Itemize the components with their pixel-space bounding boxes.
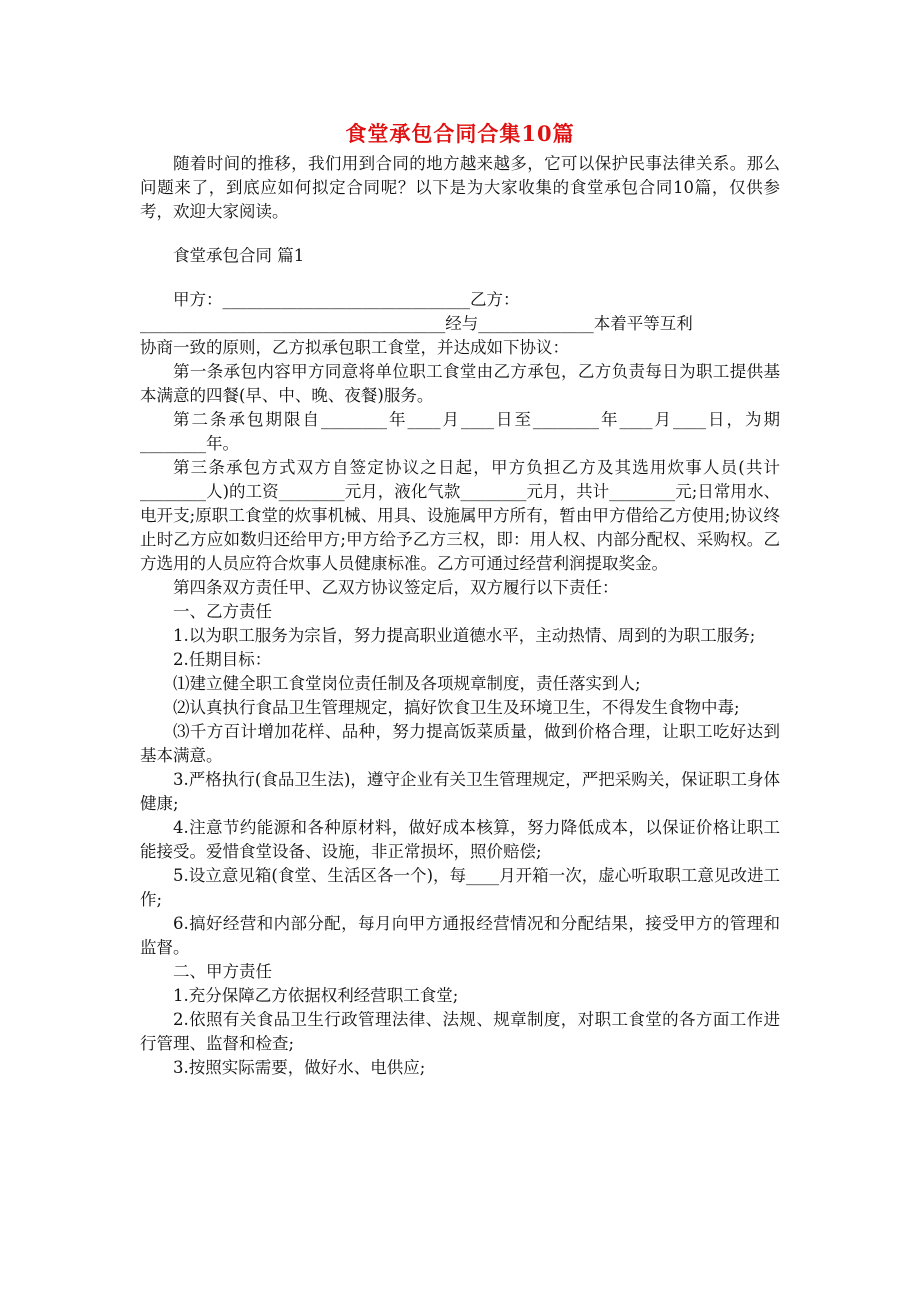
list-item: 6.搞好经营和内部分配，每月向甲方通报经营情况和分配结果，接受甲方的管理和监督。 [140,914,780,957]
parties-line: 协商一致的原则，乙方拟承包职工食堂，并达成如下协议： [140,338,569,357]
subsection-heading: 二、甲方责任 [173,962,272,981]
list-item: ⑴建立健全职工食堂岗位责任制及各项规章制度，责任落实到人; [173,674,641,693]
list-item: 5.设立意见箱(食堂、生活区各一个)，每____月开箱一次，虚心听取职工意见改进工作; [140,866,780,909]
list-item: 2.任期目标： [173,650,272,669]
list-item: 4.注意节约能源和各种原材料，做好成本核算，努力降低成本，以保证价格让职工能接受。爱惜食堂设备、设施，非正常损坏，照价赔偿; [140,818,780,861]
list-item: 1.充分保障乙方依据权利经营职工食堂; [173,986,459,1005]
list-item: ⑶千方百计增加花样、品种，努力提高饭菜质量，做到价格合理，让职工吃好达到基本满意。 [140,722,780,765]
article-paragraph: 第二条承包期限自________年____月____日至________年____月____日，为期________年。 [140,410,780,453]
list-item: ⑵认真执行食品卫生管理规定，搞好饮食卫生及环境卫生，不得发生食物中毒; [173,698,740,717]
document-page [140,0,780,1080]
subsection-heading: 一、乙方责任 [173,602,272,621]
parties-line: 甲方：______________________________乙方： [173,290,520,309]
article-paragraph: 第一条承包内容甲方同意将单位职工食堂由乙方承包，乙方负责每日为职工提供基本满意的四餐(早、中、晚、夜餐)服务。 [140,362,780,405]
article-paragraph: 第四条双方责任甲、乙双方协议签定后，双方履行以下责任： [173,578,619,597]
intro-paragraph: 随着时间的推移，我们用到合同的地方越来越多，它可以保护民事法律关系。那么问题来了，到底应如何拟定合同呢？以下是为大家收集的食堂承包合同10篇，仅供参考，欢迎大家阅读。 [140,154,780,221]
section-heading: 食堂承包合同 篇1 [173,246,305,265]
list-item: 3.严格执行(食品卫生法)，遵守企业有关卫生管理规定，严把采购关，保证职工身体健康; [140,770,780,813]
list-item: 2.依照有关食品卫生行政管理法律、法规、规章制度，对职工食堂的各方面工作进行管理、监督和检查; [140,1010,780,1053]
document-title: 食堂承包合同合集10篇 [345,121,575,146]
parties-line: _____________________________________经与______________本着平等互利 [140,314,693,333]
list-item: 1.以为职工服务为宗旨，努力提高职业道德水平，主动热情、周到的为职工服务; [173,626,756,645]
list-item: 3.按照实际需要，做好水、电供应; [173,1058,426,1077]
article-paragraph: 第三条承包方式双方自签定协议之日起，甲方负担乙方及其选用炊事人员(共计________人)的工资________元月，液化气款________元月，共计________元;日常用水、电开支;原职工食堂的炊事机械、用具、设施属甲方所有，暂由甲方借给乙方使用;协议终止时乙方应如数归还给甲方;甲方给予乙方三权，即：用人权、内部分配权、采购权。乙方选用的人员应符合炊事人员健康标准。乙方可通过经营利润提取奖金。 [140,458,780,573]
